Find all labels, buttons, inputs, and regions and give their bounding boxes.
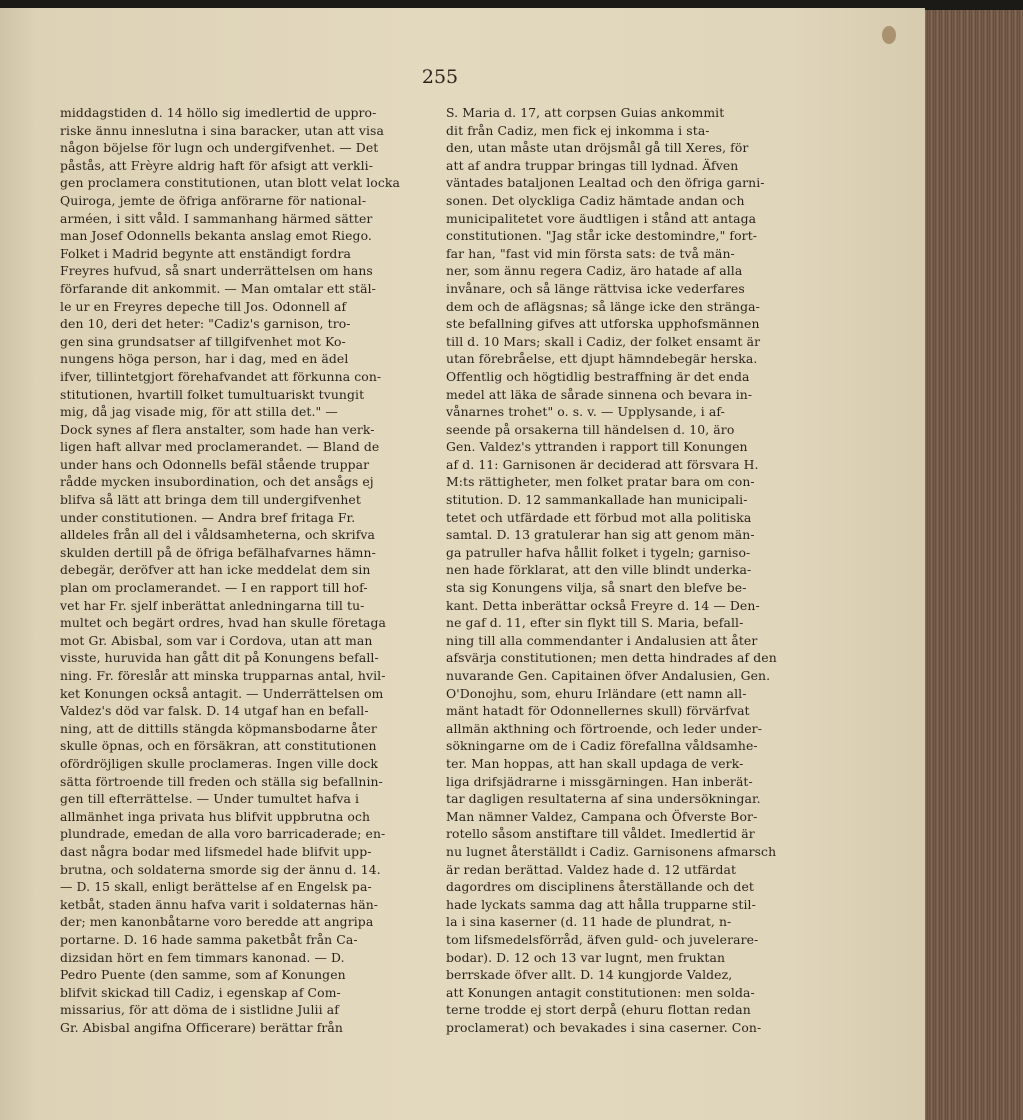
book-page-edges: [918, 10, 1023, 1120]
text-line: invånare, och så länge rättvisa icke vederfares: [446, 280, 745, 296]
text-line: rotello såsom anstiftare till våldet. Imedlertid är: [446, 826, 755, 842]
text-line: stitution. D. 12 sammankallade han municipali-: [446, 492, 748, 508]
text-line: Gr. Abisbal angifna Officerare) berättar från: [60, 1019, 343, 1035]
text-line: tar dagligen resultaterna af sina undersökningar.: [446, 791, 761, 807]
text-line: medel att läka de sårade sinnena och bevara in-: [446, 386, 753, 402]
text-line: nen hade förklarat, att den ville blindt underka-: [446, 562, 752, 578]
text-line: ifver, tillintetgjort förehafvandet att förkunna con-: [60, 368, 382, 384]
text-line: ste befallning gifves att utforska upphofsmännen: [446, 316, 760, 332]
text-line: ning till alla commendanter i Andalusien att åter: [446, 632, 758, 648]
text-line: ning. Fr. föreslår att minska trupparnas antal, hvil-: [60, 668, 386, 683]
text-line: man Josef Odonnells bekanta anslag emot Riego.: [60, 228, 372, 244]
text-line: ner, som ännu regera Cadiz, äro hatade af alla: [446, 263, 743, 279]
text-line: constitutionen. "Jag står icke destomindre," fort-: [446, 228, 758, 244]
text-line: dit från Cadiz, men fick ej inkomma i sta-: [446, 122, 710, 138]
text-line: plundrade, emedan de alla voro barricaderade; en-: [60, 826, 386, 842]
text-line: S. Maria d. 17, att corpsen Guias ankommit: [446, 105, 725, 120]
text-line: är redan berättad. Valdez hade d. 12 utfärdat: [446, 861, 737, 877]
text-line: rådde mycken insubordination, och det ansågs ej: [60, 474, 374, 490]
text-line: den, utan måste utan dröjsmål gå till Xeres, för: [446, 140, 749, 156]
text-line: af d. 11: Garnisonen är deciderad att försvara H.: [446, 456, 759, 472]
text-line: dizsidan hört en fem timmars kanonad. — D.: [60, 949, 345, 965]
text-line: till d. 10 Mars; skall i Cadiz, der folket ensamt är: [446, 333, 761, 349]
text-line: någon böjelse för lugn och undergifvenhet. — Det: [60, 140, 379, 156]
text-line: far han, "fast vid min första sats: de två män-: [446, 245, 735, 261]
text-line: le ur en Freyres depeche till Jos. Odonnell af: [60, 298, 347, 314]
text-line: förfarande dit ankommit. — Man omtalar ett stäl-: [60, 280, 376, 296]
text-line: Quiroga, jemte de öfriga anförarne för national-: [60, 192, 367, 208]
text-line: afsvärja constitutionen; men detta hindrades af den: [446, 650, 777, 666]
right-text-column: [446, 104, 848, 1036]
page-number: 255: [421, 66, 459, 88]
text-line: Pedro Puente (den samme, som af Konungen: [60, 967, 346, 983]
text-line: mig, då jag visade mig, för att stilla det." —: [60, 404, 338, 420]
text-line: berrskade öfver allt. D. 14 kungjorde Valdez,: [446, 967, 733, 983]
text-line: allmän akthning och förtroende, och leder under-: [446, 720, 762, 736]
text-line: skulle öpnas, och en försäkran, att constitutionen: [60, 738, 377, 754]
text-line: Gen. Valdez's yttranden i rapport till Konungen: [446, 439, 748, 455]
text-line: tetet och utfärdade ett förbud mot alla politiska: [446, 509, 752, 525]
text-line: plan om proclamerandet. — I en rapport till hof-: [60, 580, 368, 596]
text-line: blifva så lätt att bringa dem till undergifvenhet: [60, 492, 361, 508]
text-line: mänt hatadt för Odonnellernes skull) förvärfvat: [446, 703, 750, 719]
text-line: proclamerat) och bevakades i sina caserner. Con-: [446, 1019, 762, 1035]
text-line: arméen, i sitt våld. I sammanhang härmed sätter: [60, 210, 373, 226]
text-line: Offentlig och högtidlig bestraffning är det enda: [446, 368, 750, 384]
text-line: debegär, deröfver att han icke meddelat dem sin: [60, 562, 371, 578]
text-line: blifvit skickad till Cadiz, i egenskap af Com-: [60, 984, 341, 1000]
text-line: visste, huruvida han gått dit på Konungens befall-: [60, 650, 379, 666]
text-line: sätta förtroende till freden och ställa sig befallnin-: [60, 773, 383, 789]
text-line: tom lifsmedelsförråd, äfven guld- och juvelerare-: [446, 931, 759, 947]
text-line: gen proclamera constitutionen, utan blott velat locka: [60, 175, 401, 191]
text-line: nu lugnet återställdt i Cadiz. Garnisonens afmarsch: [446, 843, 777, 859]
text-line: att Konungen antagit constitutionen: men solda-: [446, 984, 755, 1000]
text-line: dem och de aflägsnas; så länge icke den stränga-: [446, 298, 760, 314]
text-line: missarius, för att döma de i sistlidne Julii af: [60, 1002, 339, 1018]
text-line: att af andra truppar bringas till lydnad. Äfven: [446, 157, 739, 173]
text-line: samtal. D. 13 gratulerar han sig att genom män-: [446, 527, 755, 543]
text-line: alldeles från all del i våldsamheterna, och skrifva: [60, 527, 376, 543]
text-line: den 10, deri det heter: "Cadiz's garnison, tro-: [60, 316, 351, 332]
text-line: skulden dertill på de öfriga befälhafvarnes hämn-: [60, 544, 376, 560]
text-line: mot Gr. Abisbal, som var i Cordova, utan att man: [60, 632, 373, 648]
left-text-column: [60, 104, 460, 1036]
text-line: nuvarande Gen. Capitainen öfver Andalusien, Gen.: [446, 668, 771, 683]
text-line: ligen haft allvar med proclamerandet. — Bland de: [60, 439, 380, 455]
text-line: under hans och Odonnells befäl stående truppar: [60, 456, 370, 472]
text-line: vånarnes trohet" o. s. v. — Upplysande, i af-: [446, 404, 725, 420]
text-line: bodar). D. 12 och 13 var lugnt, men fruktan: [446, 949, 726, 965]
text-line: stitutionen, hvartill folket tumultuariskt tvungit: [60, 386, 365, 402]
text-line: påstås, att Frèyre aldrig haft för afsigt att verkli-: [60, 157, 374, 173]
text-line: gen till efterrättelse. — Under tumultet hafva i: [60, 791, 360, 807]
text-line: gen sina grundsatser af tillgifvenhet mot Ko-: [60, 333, 346, 349]
text-line: utan förebråelse, ett djupt hämndebegär herska.: [446, 351, 758, 367]
text-line: municipalitetet vore äudtligen i stånd att antaga: [446, 210, 757, 226]
text-line: seende på orsakerna till händelsen d. 10, äro: [446, 421, 735, 437]
text-line: ne gaf d. 11, efter sin flykt till S. Maria, befall-: [446, 615, 744, 631]
paper-stain: [882, 26, 896, 44]
text-line: multet och begärt ordres, hvad han skulle företaga: [60, 615, 387, 631]
text-line: under constitutionen. — Andra bref fritaga Fr.: [60, 509, 356, 525]
text-line: M:ts rättigheter, men folket pratar bara om con-: [446, 474, 755, 490]
text-line: väntades bataljonen Lealtad och den öfriga garni-: [446, 175, 765, 191]
text-line: kant. Detta inberättar också Freyre d. 14 — Den-: [446, 597, 760, 613]
text-line: der; men kanonbåtarne voro beredde att angripa: [60, 914, 374, 930]
text-line: ofördröjligen skulle proclameras. Ingen ville dock: [60, 755, 379, 771]
text-line: brutna, och soldaterna smorde sig der ännu d. 14.: [60, 861, 381, 877]
text-line: middagstiden d. 14 höllo sig imedlertid de uppro-: [60, 105, 377, 120]
text-line: sökningarne om de i Cadiz förefallna våldsamhe-: [446, 738, 758, 754]
book-page: [0, 8, 925, 1120]
text-line: nungens höga person, har i dag, med en ädel: [60, 351, 349, 367]
text-line: ga patruller hafva hållit folket i tygeln; garniso-: [446, 544, 751, 560]
text-line: ter. Man hoppas, att han skall updaga de verk-: [446, 755, 744, 771]
text-line: Valdez's död var falsk. D. 14 utgaf han en befall-: [60, 703, 369, 719]
text-line: terne trodde ej stort derpå (ehuru flottan redan: [446, 1002, 751, 1018]
text-line: riske ännu inneslutna i sina baracker, utan att visa: [60, 122, 384, 138]
text-line: liga drifsjädrarne i missgärningen. Han inberät-: [446, 773, 753, 789]
text-line: ketbåt, staden ännu hafva varit i soldaternas hän-: [60, 896, 379, 912]
text-line: Dock synes af flera anstalter, som hade han verk-: [60, 421, 375, 437]
text-line: dagordres om disciplinens återställande och det: [446, 879, 754, 895]
text-line: — D. 15 skall, enligt berättelse af en Engelsk pa-: [60, 879, 372, 895]
text-line: Freyres hufvud, så snart underrättelsen om hans: [60, 263, 373, 279]
text-line: Man nämner Valdez, Campana och Öfverste Bor-: [446, 808, 758, 824]
text-line: hade lyckats samma dag att hålla trupparne stil-: [446, 896, 756, 912]
text-line: ket Konungen också antagit. — Underrättelsen om: [60, 685, 384, 701]
text-line: sonen. Det olyckliga Cadiz hämtade andan och: [446, 192, 745, 208]
text-line: O'Donojhu, som, ehuru Irländare (ett namn all-: [446, 685, 747, 701]
text-line: ning, att de dittills stängda köpmansbodarne åter: [60, 720, 377, 736]
text-line: allmänhet inga privata hus blifvit uppbrutna och: [60, 808, 371, 824]
text-line: vet har Fr. sjelf inberättat anledningarna till tu-: [60, 597, 365, 613]
text-line: la i sina kaserner (d. 11 hade de plundrat, n-: [446, 914, 732, 930]
text-line: Folket i Madrid begynte att enständigt fordra: [60, 245, 351, 261]
text-line: portarne. D. 16 hade samma paketbåt från Ca-: [60, 931, 358, 947]
text-line: sta sig Konungens vilja, så snart den blefve be-: [446, 580, 747, 596]
text-line: dast några bodar med lifsmedel hade blifvit upp-: [60, 843, 372, 859]
